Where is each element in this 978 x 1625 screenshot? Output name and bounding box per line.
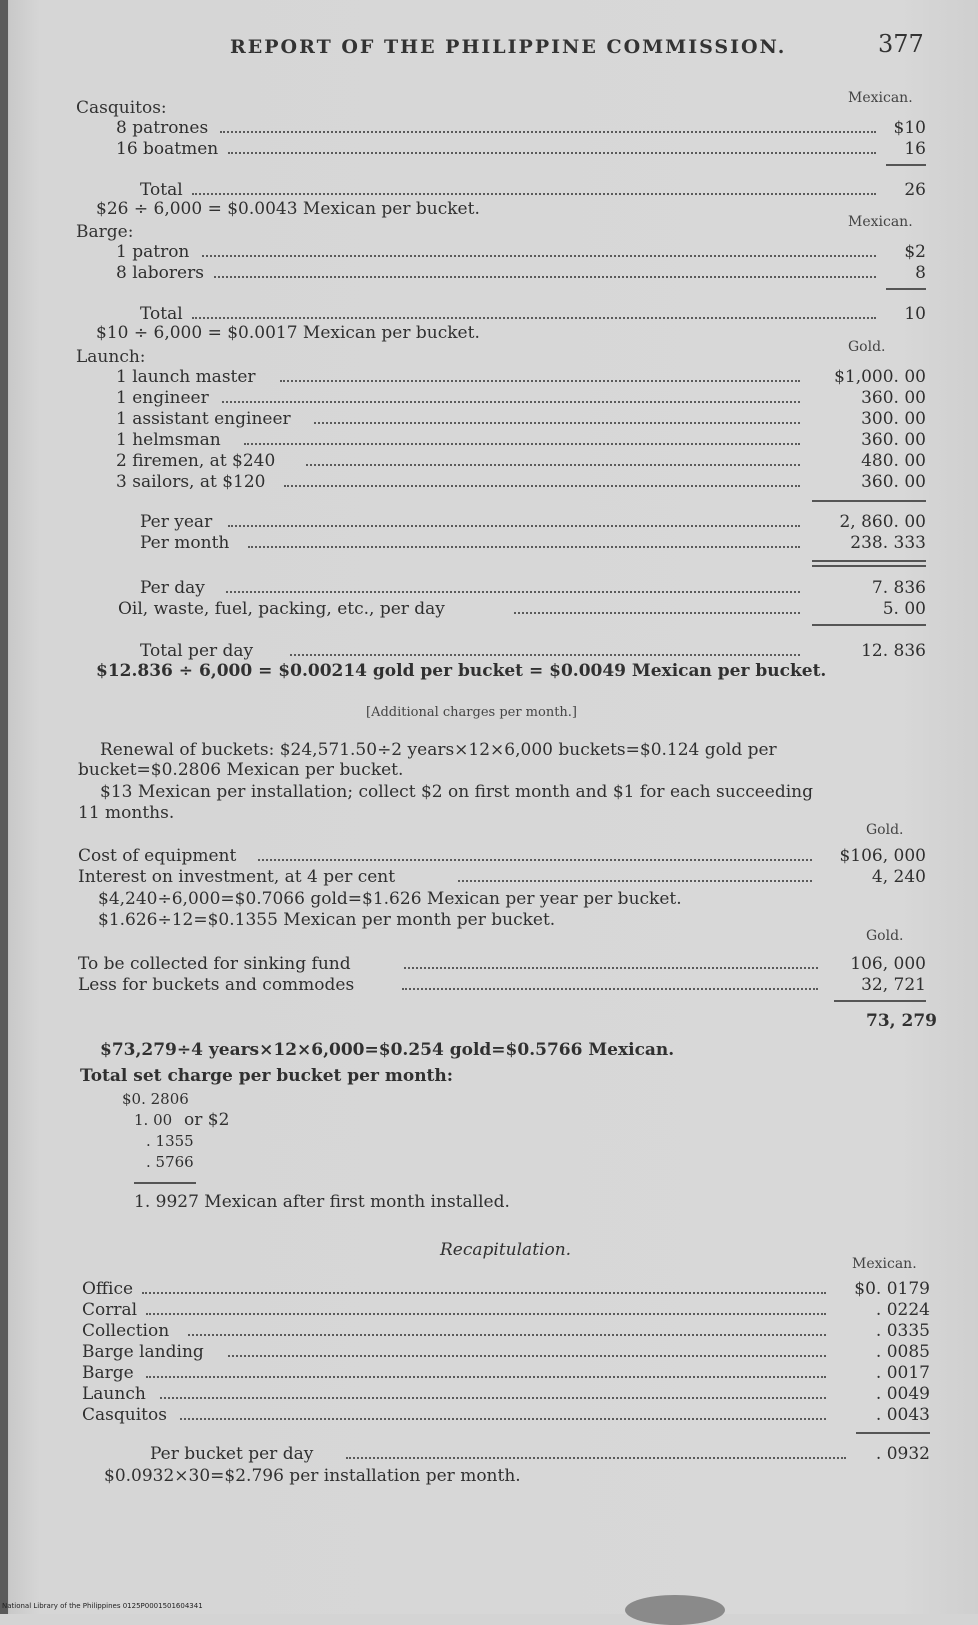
leader-dots [228, 152, 876, 154]
barge-row-label: 1 patron [116, 242, 190, 262]
sum-rule [812, 500, 926, 502]
sinking-row-label: Less for buckets and commodes [78, 975, 355, 995]
casquitos-row-label: 16 boatmen [116, 139, 219, 159]
launch-per-month-label: Per month [140, 533, 230, 553]
leader-dots [192, 193, 876, 195]
leader-dots [314, 422, 800, 424]
launch-per-month-value: 238. 333 [850, 533, 926, 553]
launch-total-row [140, 641, 926, 661]
launch-row-label: 2 firemen, at $240 [116, 451, 276, 471]
casquitos-currency-label: Mexican. [848, 90, 913, 106]
page-header-title: REPORT OF THE PHILIPPINE COMMISSION. [230, 36, 787, 58]
leader-dots [160, 1397, 826, 1399]
additional-row-value: 4, 240 [871, 867, 926, 887]
launch-oil-value: 5. 00 [882, 599, 926, 619]
leader-dots [202, 255, 876, 257]
launch-row-value: 360. 00 [861, 388, 926, 408]
launch-row-value: $1,000. 00 [834, 367, 926, 387]
launch-row [116, 409, 926, 429]
launch-row-label: 3 sailors, at $120 [116, 472, 266, 492]
recap-row-label: Barge landing [82, 1342, 204, 1362]
recap-row-label: Collection [82, 1321, 170, 1341]
leader-dots [346, 1457, 846, 1459]
launch-oil-row [118, 599, 926, 619]
casquitos-row [116, 118, 926, 138]
launch-row [116, 451, 926, 471]
casquitos-heading: Casquitos: [76, 98, 167, 118]
launch-per-day-label: Per day [140, 578, 205, 598]
leader-dots [514, 612, 800, 614]
launch-heading: Launch: [76, 347, 146, 367]
barge-row-label: 8 laborers [116, 263, 204, 283]
sinking-row [78, 975, 926, 995]
barge-currency-label: Mexican. [848, 214, 913, 230]
launch-row [116, 472, 926, 492]
launch-row-label: 1 launch master [116, 367, 256, 387]
total-charge-heading: Total set charge per bucket per month: [80, 1066, 454, 1086]
launch-row [116, 388, 926, 408]
recap-note: $0.0932×30=$2.796 per installation per month. [104, 1466, 521, 1486]
leader-dots [146, 1376, 826, 1378]
leader-dots [306, 464, 800, 466]
casquitos-row-label: 8 patrones [116, 118, 209, 138]
recap-row-value: . 0017 [875, 1363, 930, 1383]
footer-source-line: National Library of the Philippines 0125P0001501604341 [2, 1602, 203, 1610]
casquitos-row-value: 16 [904, 139, 926, 159]
recap-row [82, 1405, 930, 1425]
additional-row-value: $106, 000 [839, 846, 926, 866]
additional-row [78, 846, 926, 866]
launch-per-day-value: 7. 836 [871, 578, 926, 598]
leader-dots [284, 485, 800, 487]
recap-row-label: Launch [82, 1384, 146, 1404]
barge-total-label: Total [140, 304, 183, 324]
recap-total-label: Per bucket per day [150, 1444, 314, 1464]
launch-total-label: Total per day [140, 641, 254, 661]
launch-row-value: 480. 00 [861, 451, 926, 471]
launch-oil-label: Oil, waste, fuel, packing, etc., per day [118, 599, 445, 619]
additional-note1: $4,240÷6,000=$0.7066 gold=$1.626 Mexican per year per bucket. [98, 889, 682, 909]
recap-row [82, 1384, 930, 1404]
launch-per-year-value: 2, 860. 00 [839, 512, 926, 532]
recap-row-label: Casquitos [82, 1405, 167, 1425]
leader-dots [228, 1355, 826, 1357]
leader-dots [248, 546, 800, 548]
recap-row [82, 1321, 930, 1341]
launch-row [116, 367, 926, 387]
recap-total-value: . 0932 [875, 1444, 930, 1464]
barge-row-value: 8 [915, 263, 926, 283]
sinking-row-label: To be collected for sinking fund [78, 954, 351, 974]
launch-row-label: 1 helmsman [116, 430, 221, 450]
additional-para2: $13 Mexican per installation; collect $2 on first month and $1 for each succeeding [100, 782, 813, 802]
total-charge-item: 1. 00 [134, 1111, 173, 1129]
sum-rule [812, 624, 926, 626]
recap-row [82, 1300, 930, 1320]
barge-heading: Barge: [76, 222, 134, 242]
launch-note: $12.836 ÷ 6,000 = $0.00214 gold per bucket = $0.0049 Mexican per bucket. [96, 661, 827, 681]
scan-artifact [625, 1595, 725, 1625]
sum-rule [856, 1432, 930, 1434]
recap-currency-label: Mexican. [852, 1256, 917, 1272]
sinking-note: $73,279÷4 years×12×6,000=$0.254 gold=$0.5766 Mexican. [100, 1040, 675, 1060]
additional-heading: [Additional charges per month.] [366, 705, 578, 720]
leader-dots [142, 1292, 826, 1294]
launch-total-value: 12. 836 [861, 641, 926, 661]
leader-dots [458, 880, 812, 882]
casquitos-total-value: 26 [904, 180, 926, 200]
recap-row [82, 1279, 930, 1299]
casquitos-total-row [140, 180, 926, 200]
launch-row-value: 360. 00 [861, 472, 926, 492]
sum-rule [134, 1182, 196, 1184]
recap-row-label: Office [82, 1279, 134, 1299]
recap-row-value: . 0224 [875, 1300, 930, 1320]
additional-para1b: bucket=$0.2806 Mexican per bucket. [78, 760, 404, 780]
leader-dots [146, 1313, 826, 1315]
launch-row-label: 1 assistant engineer [116, 409, 291, 429]
leader-dots [290, 654, 800, 656]
launch-row-label: 1 engineer [116, 388, 209, 408]
launch-per-day-row [140, 578, 926, 598]
launch-row-value: 360. 00 [861, 430, 926, 450]
total-charge-item: . 5766 [146, 1153, 194, 1171]
barge-total-row [140, 304, 926, 324]
additional-row-label: Cost of equipment [78, 846, 237, 866]
page-number: 377 [878, 30, 924, 58]
recap-row-value: . 0043 [875, 1405, 930, 1425]
additional-currency-label: Gold. [866, 822, 904, 838]
page-spine-shadow [0, 0, 8, 1614]
leader-dots [244, 443, 800, 445]
launch-per-year-label: Per year [140, 512, 213, 532]
barge-row [116, 242, 926, 262]
additional-row-label: Interest on investment, at 4 per cent [78, 867, 396, 887]
recap-total-row [150, 1444, 930, 1464]
leader-dots [220, 131, 876, 133]
recap-row-value: . 0049 [875, 1384, 930, 1404]
additional-note2: $1.626÷12=$0.1355 Mexican per month per bucket. [98, 910, 556, 930]
additional-para2b: 11 months. [78, 803, 175, 823]
sinking-row-value: 32, 721 [861, 975, 926, 995]
sinking-row-value: 106, 000 [850, 954, 926, 974]
double-rule [812, 560, 926, 567]
total-charge-item: $0. 2806 [122, 1090, 189, 1108]
leader-dots [280, 380, 800, 382]
leader-dots [226, 591, 800, 593]
total-charge-item: . 1355 [146, 1132, 194, 1150]
additional-para1: Renewal of buckets: $24,571.50÷2 years×12×6,000 buckets=$0.124 gold per [100, 740, 777, 760]
sinking-result: 73, 279 [866, 1011, 937, 1031]
casquitos-total-label: Total [140, 180, 183, 200]
launch-per-month-row [140, 533, 926, 553]
leader-dots [258, 859, 812, 861]
barge-row [116, 263, 926, 283]
total-charge-or-label: or $2 [184, 1110, 230, 1130]
recap-row-value: . 0085 [875, 1342, 930, 1362]
sum-rule [886, 164, 926, 166]
recap-row [82, 1342, 930, 1362]
recap-row-value: $0. 0179 [854, 1279, 930, 1299]
recap-title: Recapitulation. [440, 1240, 572, 1260]
recap-row-label: Barge [82, 1363, 134, 1383]
sum-rule [834, 1000, 926, 1002]
launch-per-year-row [140, 512, 926, 532]
leader-dots [188, 1334, 826, 1336]
recap-row [82, 1363, 930, 1383]
leader-dots [180, 1418, 826, 1420]
total-charge-result: 1. 9927 Mexican after first month installed. [134, 1192, 510, 1212]
casquitos-row-value: $10 [893, 118, 926, 138]
additional-row [78, 867, 926, 887]
leader-dots [214, 276, 876, 278]
launch-currency-label: Gold. [848, 339, 886, 355]
leader-dots [222, 401, 800, 403]
barge-total-value: 10 [904, 304, 926, 324]
leader-dots [192, 317, 876, 319]
launch-row [116, 430, 926, 450]
leader-dots [228, 525, 800, 527]
casquitos-row [116, 139, 926, 159]
sinking-currency-label: Gold. [866, 928, 904, 944]
sinking-row [78, 954, 926, 974]
launch-row-value: 300. 00 [861, 409, 926, 429]
casquitos-note: $26 ÷ 6,000 = $0.0043 Mexican per bucket. [96, 199, 480, 219]
barge-note: $10 ÷ 6,000 = $0.0017 Mexican per bucket. [96, 323, 480, 343]
sum-rule [886, 288, 926, 290]
recap-row-value: . 0335 [875, 1321, 930, 1341]
recap-row-label: Corral [82, 1300, 138, 1320]
barge-row-value: $2 [904, 242, 926, 262]
leader-dots [402, 988, 818, 990]
leader-dots [404, 967, 818, 969]
